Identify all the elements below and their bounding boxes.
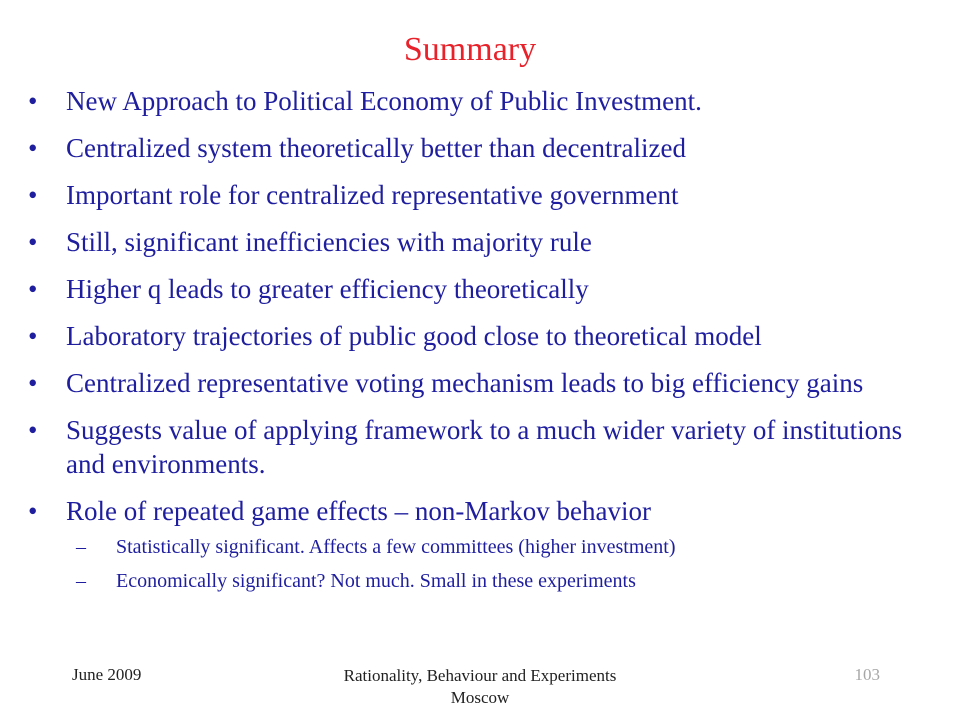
bullet-item — [28, 366, 928, 400]
bullet-text: Centralized representative voting mechanism leads to big efficiency gains — [66, 368, 864, 398]
bullet-text: Important role for centralized representative government — [66, 180, 679, 210]
bullet-item — [28, 131, 928, 165]
bullet-item — [28, 272, 928, 306]
bullet-item — [28, 84, 928, 118]
bullet-text: Still, significant inefficiencies with majority rule — [66, 227, 592, 257]
bullet-item — [28, 178, 928, 212]
bullet-marker: • — [28, 274, 38, 304]
bullet-text: Centralized system theoretically better than decentralized — [66, 133, 686, 163]
page-number: 103 — [854, 665, 880, 684]
bullet-text: Laboratory trajectories of public good close to theoretical model — [66, 321, 762, 351]
sub-bullet-marker: – — [76, 570, 86, 592]
bullet-marker: • — [28, 496, 38, 526]
bullet-marker: • — [28, 86, 38, 116]
bullet-marker: • — [28, 180, 38, 210]
bullet-text: New Approach to Political Economy of Public Investment. — [66, 86, 702, 116]
bullet-text: Role of repeated game effects – non-Markov behavior — [66, 496, 652, 526]
footer-date: June 2009 — [72, 665, 142, 684]
bullet-marker: • — [28, 227, 38, 257]
bullet-text: Suggests value of applying framework to a much wider variety of institutions and environments. — [66, 415, 903, 479]
footer-title-line2: Moscow — [450, 688, 510, 707]
bullet-item — [28, 413, 928, 481]
bullet-marker: • — [28, 415, 38, 445]
sub-bullet-marker: – — [76, 536, 86, 558]
bullet-marker: • — [28, 321, 38, 351]
sub-bullet-text: Statistically significant. Affects a few committees (higher investment) — [116, 536, 676, 558]
bullet-list — [28, 84, 928, 607]
sub-bullet-text: Economically significant? Not much. Small in these experiments — [116, 570, 636, 592]
sub-bullet-list — [76, 534, 928, 594]
footer-title — [300, 665, 660, 709]
sub-bullet-item — [76, 534, 928, 560]
bullet-text: Higher q leads to greater efficiency theoretically — [66, 274, 589, 304]
bullet-item — [28, 319, 928, 353]
bullet-item — [28, 225, 928, 259]
slide-title: Summary — [403, 31, 537, 68]
footer-title-line1: Rationality, Behaviour and Experiments — [343, 666, 617, 685]
sub-bullet-item — [76, 568, 928, 594]
bullet-marker: • — [28, 368, 38, 398]
bullet-marker: • — [28, 133, 38, 163]
bullet-item — [28, 494, 928, 594]
